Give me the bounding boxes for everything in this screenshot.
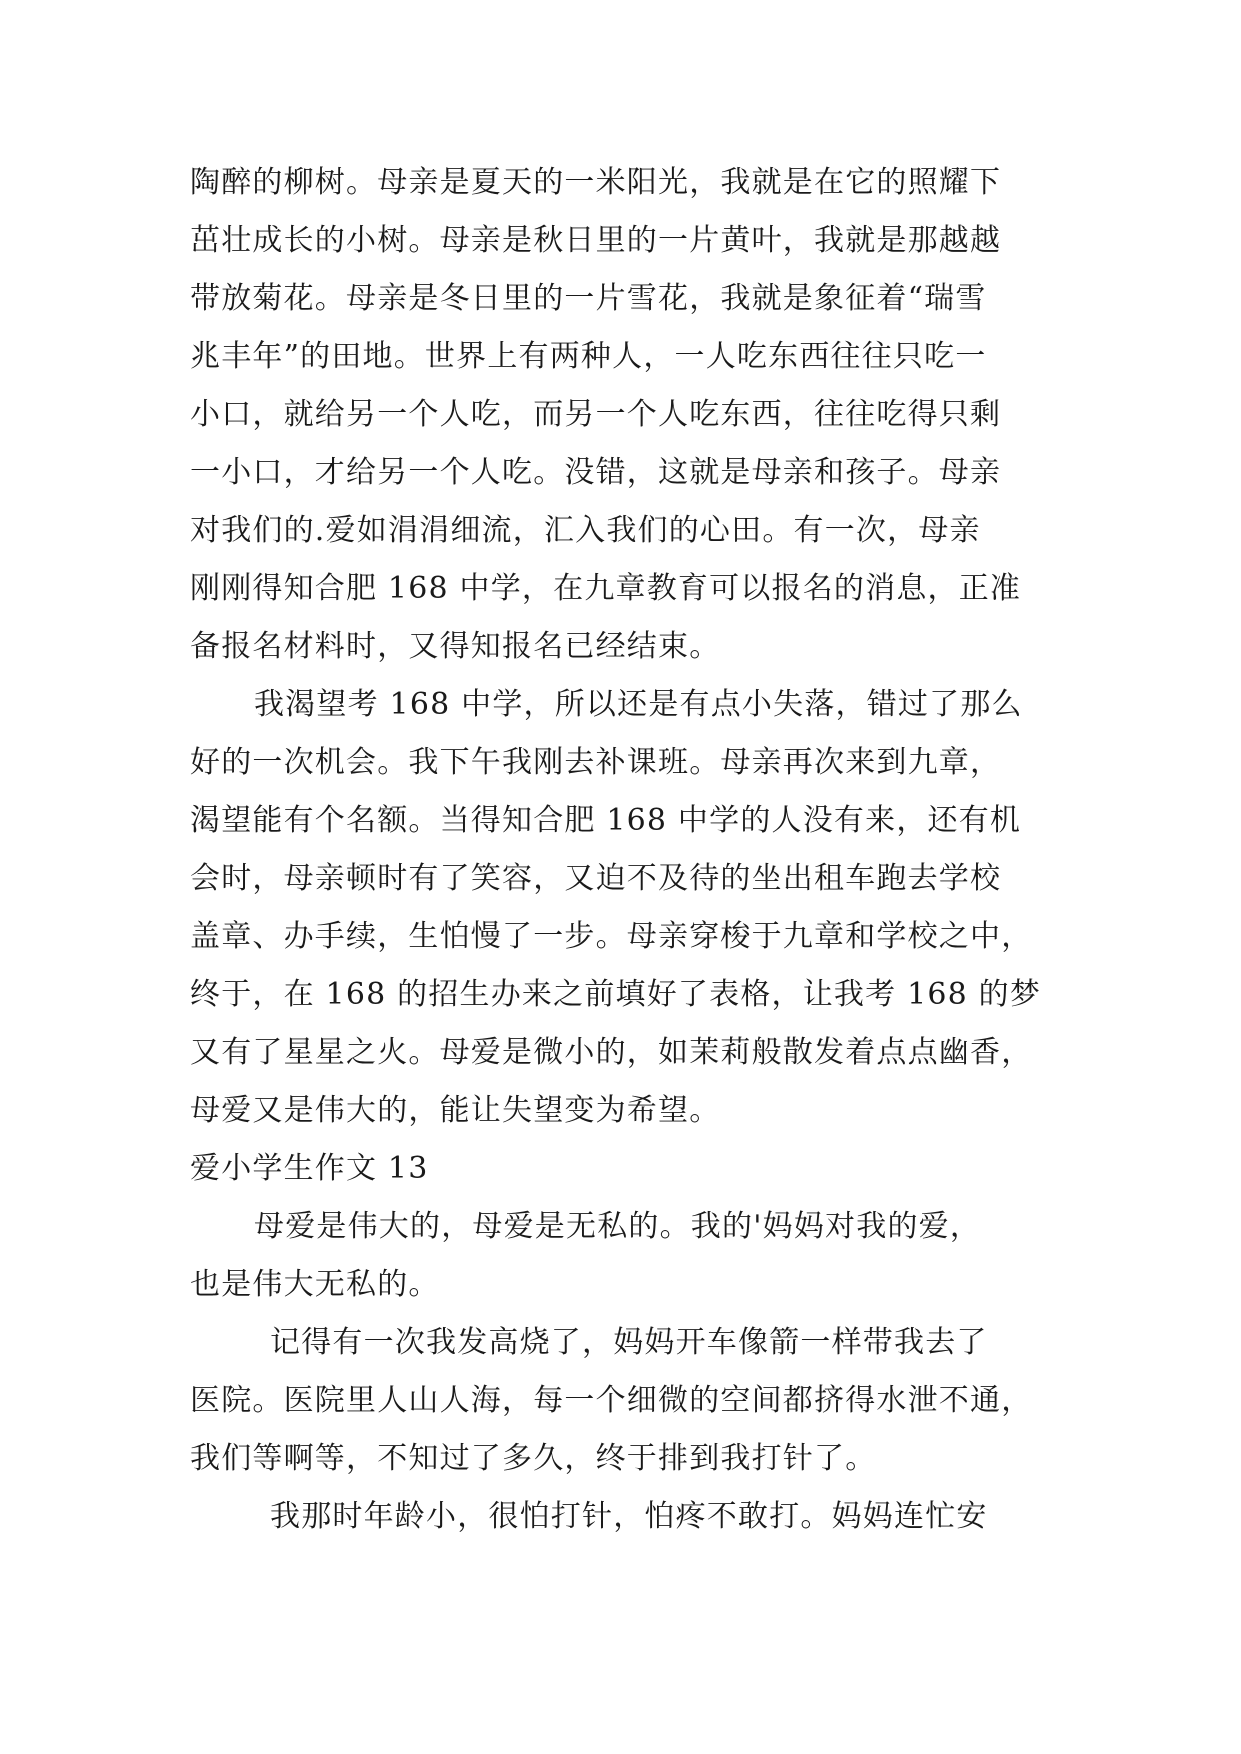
text-line: 陶醉的柳树。母亲是夏天的一米阳光，我就是在它的照耀下 bbox=[190, 165, 1002, 200]
section-heading: 爱小学生作文 13 bbox=[190, 1151, 429, 1186]
text-line: 好的一次机会。我下午我刚去补课班。母亲再次来到九章， bbox=[190, 745, 1002, 780]
text-line: 渴望能有个名额。当得知合肥 168 中学的人没有来，还有机 bbox=[190, 803, 1022, 838]
text-line: 也是伟大无私的。 bbox=[190, 1267, 440, 1302]
text-line: 小口，就给另一个人吃，而另一个人吃东西，往往吃得只剩 bbox=[190, 397, 1002, 432]
text-line: 备报名材料时，又得知报名已经结束。 bbox=[190, 629, 721, 664]
text-line: 又有了星星之火。母爱是微小的，如茉莉般散发着点点幽香， bbox=[190, 1035, 1033, 1070]
text-line: 医院。医院里人山人海，每一个细微的空间都挤得水泄不通， bbox=[190, 1383, 1033, 1418]
text-line: 盖章、办手续，生怕慢了一步。母亲穿梭于九章和学校之中， bbox=[190, 919, 1033, 954]
text-line: 一小口，才给另一个人吃。没错，这就是母亲和孩子。母亲 bbox=[190, 455, 1002, 490]
text-line: 对我们的.爱如涓涓细流，汇入我们的心田。有一次，母亲 bbox=[190, 513, 981, 548]
text-line: 刚刚得知合肥 168 中学，在九章教育可以报名的消息，正准 bbox=[190, 571, 1022, 606]
paragraph-first-line: 我那时年龄小，很怕打针，怕疼不敢打。妈妈连忙安 bbox=[270, 1499, 988, 1534]
text-line: 兆丰年”的田地。世界上有两种人，一人吃东西往往只吃一 bbox=[190, 339, 987, 374]
text-line: 茁壮成长的小树。母亲是秋日里的一片黄叶，我就是那越越 bbox=[190, 223, 1002, 258]
text-line: 我们等啊等，不知过了多久，终于排到我打针了。 bbox=[190, 1441, 877, 1476]
text-line: 会时，母亲顿时有了笑容，又迫不及待的坐出租车跑去学校 bbox=[190, 861, 1002, 896]
text-line: 母爱又是伟大的，能让失望变为希望。 bbox=[190, 1093, 721, 1128]
paragraph-first-line: 我渴望考 168 中学，所以还是有点小失落，错过了那么 bbox=[254, 687, 1023, 722]
text-line: 带放菊花。母亲是冬日里的一片雪花，我就是象征着“瑞雪 bbox=[190, 281, 987, 316]
text-line: 终于，在 168 的招生办来之前填好了表格，让我考 168 的梦 bbox=[190, 977, 1042, 1012]
paragraph-first-line: 母爱是伟大的，母爱是无私的。我的'妈妈对我的爱， bbox=[254, 1209, 982, 1244]
paragraph-first-line: 记得有一次我发高烧了，妈妈开车像箭一样带我去了 bbox=[270, 1325, 988, 1360]
